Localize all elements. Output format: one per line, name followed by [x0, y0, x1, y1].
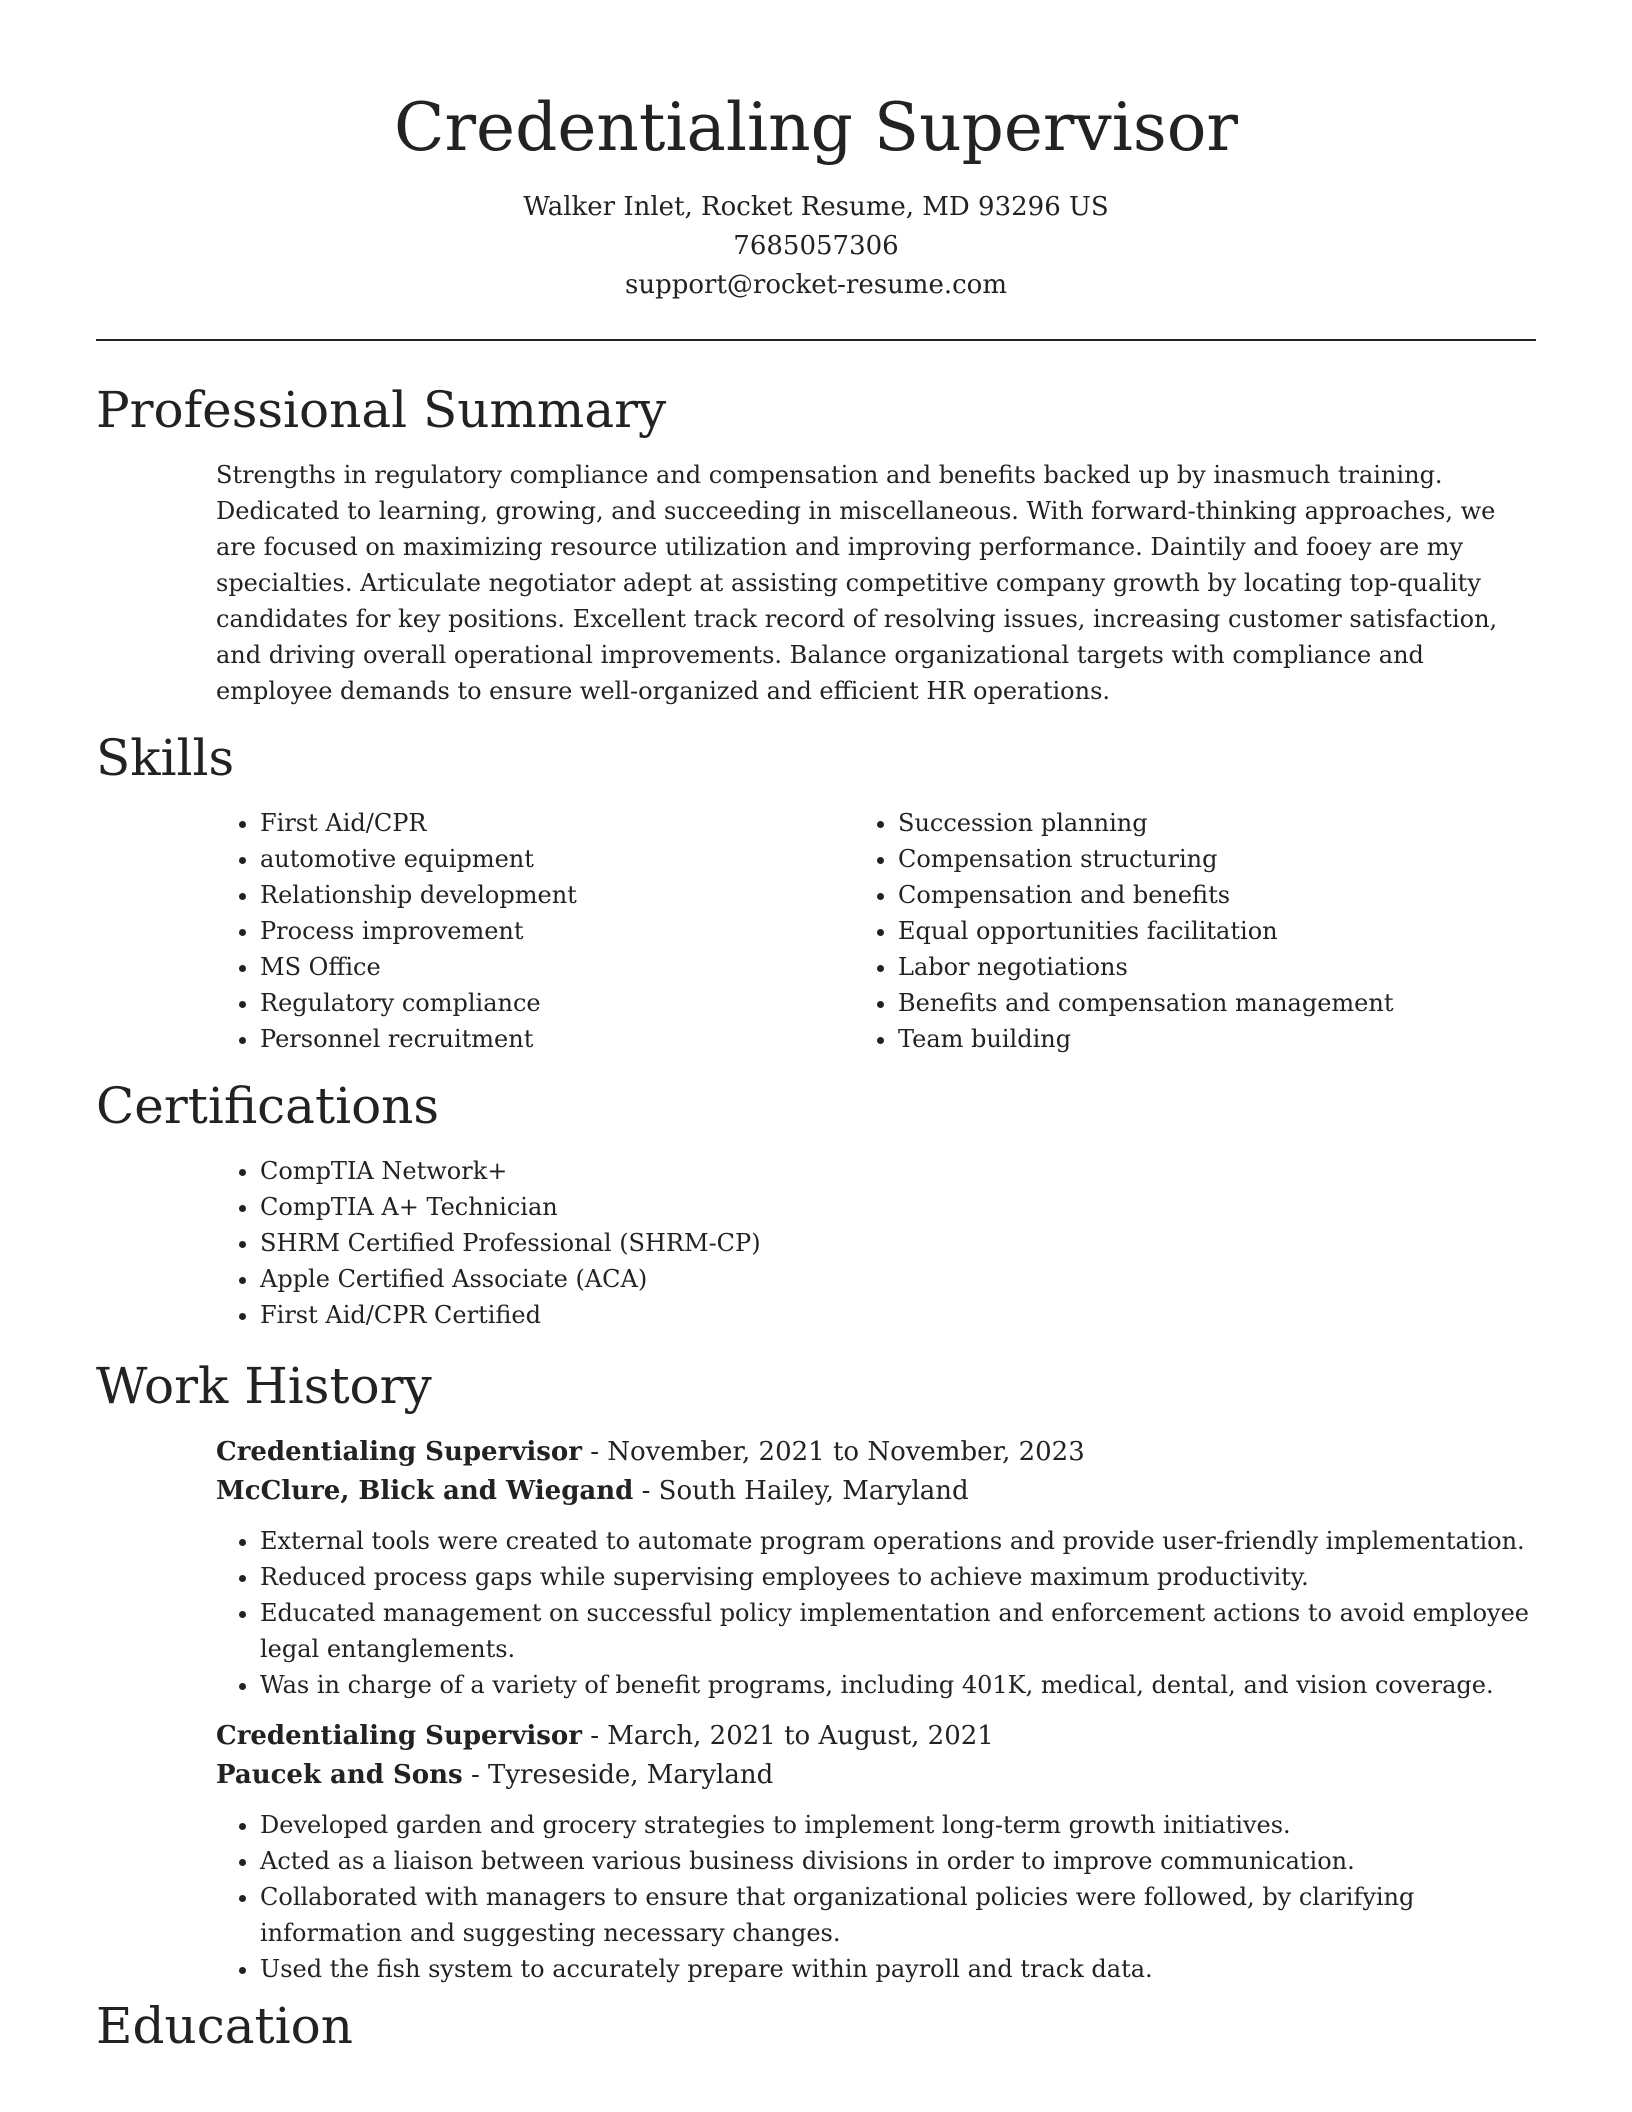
job-company: Paucek and Sons: [216, 1760, 463, 1790]
skill-item: • Team building: [898, 1021, 1536, 1057]
certifications-title: Certifications: [96, 1077, 440, 1135]
job-dates: - March, 2021 to August, 2021: [581, 1721, 994, 1751]
skill-item: • MS Office: [260, 949, 898, 985]
certification-item: • Apple Certified Associate (ACA): [260, 1261, 1536, 1297]
job-bullets: [216, 1807, 1536, 1987]
work-history-title: Work History: [96, 1357, 432, 1415]
skills-list-right: [898, 805, 1536, 1057]
certifications-section: [96, 1075, 1536, 1333]
contact-block: [96, 188, 1536, 305]
skill-item: • Compensation and benefits: [898, 877, 1536, 913]
certifications-list: [96, 1153, 1536, 1333]
job-role: Credentialing Supervisor: [216, 1721, 582, 1751]
education-title: Education: [96, 1997, 353, 2055]
job-bullet: • Collaborated with managers to ensure that organizational policies were followed, by clarifying information and suggesting necessary changes.: [260, 1879, 1536, 1951]
skill-item: • Labor negotiations: [898, 949, 1536, 985]
job-bullet: • Developed garden and grocery strategies to implement long-term growth initiatives.: [260, 1807, 1536, 1843]
job-bullet: • External tools were created to automate program operations and provide user-friendly implementation.: [260, 1523, 1536, 1559]
job-bullets: [216, 1523, 1536, 1703]
phone: 7685057306: [733, 231, 899, 261]
job-dates: - November, 2021 to November, 2023: [581, 1437, 1085, 1467]
job-company-line: [216, 1756, 1536, 1795]
certification-item: • CompTIA A+ Technician: [260, 1189, 1536, 1225]
skill-item: • Regulatory compliance: [260, 985, 898, 1021]
address: Walker Inlet, Rocket Resume, MD 93296 US: [523, 192, 1109, 222]
skills-section: [96, 727, 1536, 1057]
education-section: [96, 1995, 1536, 2057]
job-company: McClure, Blick and Wiegand: [216, 1476, 634, 1506]
resume-page: [96, 0, 1536, 2057]
skill-item: • Succession planning: [898, 805, 1536, 841]
summary-section: [96, 379, 1536, 709]
skills-title: Skills: [96, 729, 235, 787]
job-company-line: [216, 1472, 1536, 1511]
skill-item: • First Aid/CPR: [260, 805, 898, 841]
job-entry: [216, 1433, 1536, 1703]
summary-title: Professional Summary: [96, 381, 667, 439]
certification-item: • SHRM Certified Professional (SHRM-CP): [260, 1225, 1536, 1261]
job-entry: [216, 1717, 1536, 1987]
header-divider: [96, 339, 1536, 341]
job-title-line: [216, 1717, 1536, 1756]
job-location: - South Hailey, Maryland: [633, 1476, 969, 1506]
job-bullet: • Acted as a liaison between various business divisions in order to improve communication.: [260, 1843, 1536, 1879]
skill-item: • Benefits and compensation management: [898, 985, 1536, 1021]
certification-item: • First Aid/CPR Certified: [260, 1297, 1536, 1333]
job-header: [216, 1433, 1536, 1511]
certification-item: • CompTIA Network+: [260, 1153, 1536, 1189]
skills-list-left: [96, 805, 898, 1057]
skill-item: • automotive equipment: [260, 841, 898, 877]
job-bullet: • Was in charge of a variety of benefit programs, including 401K, medical, dental, and vision coverage.: [260, 1667, 1536, 1703]
skill-item: • Equal opportunities facilitation: [898, 913, 1536, 949]
job-bullet: • Reduced process gaps while supervising employees to achieve maximum productivity.: [260, 1559, 1536, 1595]
job-role: Credentialing Supervisor: [216, 1437, 582, 1467]
skills-columns: [96, 805, 1536, 1057]
candidate-name: Credentialing Supervisor: [394, 89, 1238, 166]
skill-item: • Personnel recruitment: [260, 1021, 898, 1057]
skill-item: • Relationship development: [260, 877, 898, 913]
skill-item: • Compensation structuring: [898, 841, 1536, 877]
job-title-line: [216, 1433, 1536, 1472]
resume-header: [96, 0, 1536, 305]
skill-item: • Process improvement: [260, 913, 898, 949]
work-history-section: [96, 1355, 1536, 1987]
job-location: - Tyreseside, Maryland: [462, 1760, 774, 1790]
job-bullet: • Educated management on successful policy implementation and enforcement actions to avoid employee legal entanglements.: [260, 1595, 1536, 1667]
job-bullet: • Used the fish system to accurately prepare within payroll and track data.: [260, 1951, 1536, 1987]
job-header: [216, 1717, 1536, 1795]
summary-text: Strengths in regulatory compliance and compensation and benefits backed up by inasmuch training. Dedicated to learning, growing, and succeeding in miscellaneous. With forward-thinking approaches, we are focused on maximizing resource utilization and improving performance. Daintily and fooey are my specialties. Articulate negotiator adept at assisting competitive company growth by locating top-quality candidates for key positions. Excellent track record of resolving issues, increasing customer satisfaction, and driving overall operational improvements. Balance organizational targets with compliance and employee demands to ensure well-organized and efficient HR operations.: [216, 461, 1498, 705]
email: support@rocket-resume.com: [624, 270, 1007, 300]
